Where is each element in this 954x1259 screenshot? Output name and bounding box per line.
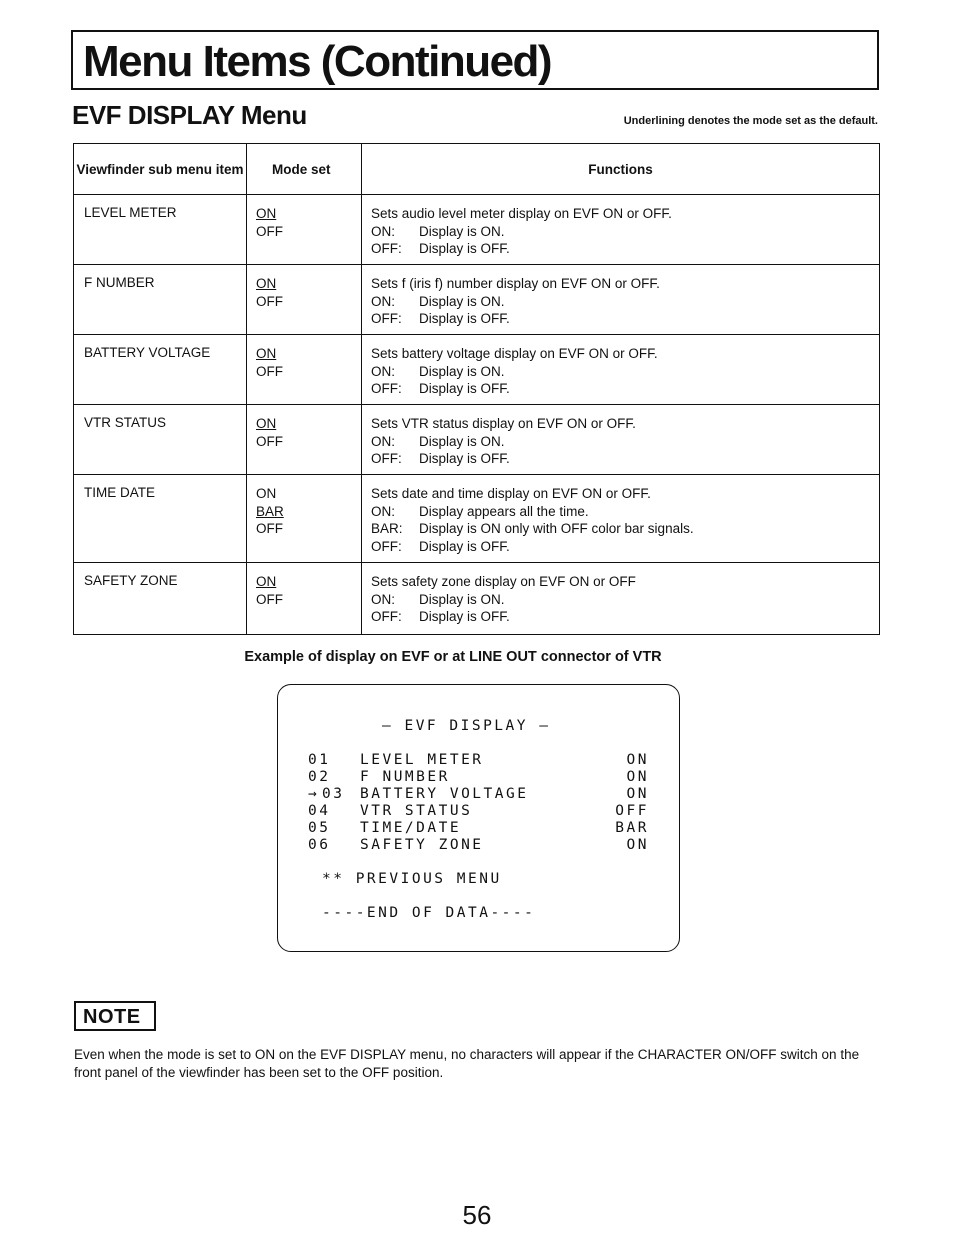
screen-row-value: ON <box>626 786 649 802</box>
function-line <box>371 520 879 538</box>
function-line <box>371 205 879 223</box>
screen-row-label: SAFETY ZONE <box>360 837 484 853</box>
function-line <box>371 608 879 626</box>
function-text: Sets audio level meter display on EVF ON or OFF. <box>371 206 672 221</box>
default-mode-option: BAR <box>256 503 284 519</box>
screen-row-label: BATTERY VOLTAGE <box>360 786 529 802</box>
table-row <box>74 265 880 335</box>
sub-menu-item: F NUMBER <box>74 265 247 335</box>
default-note: Underlining denotes the mode set as the default. <box>623 115 878 127</box>
default-mode-option: ON <box>256 574 277 589</box>
function-text: Display is OFF. <box>419 241 510 256</box>
function-line <box>371 240 879 258</box>
header-mode-set: Mode set <box>247 144 362 195</box>
function-text: Sets safety zone display on EVF ON or OFF <box>371 574 636 589</box>
screen-row-number: 04 <box>308 803 331 819</box>
sub-menu-item: LEVEL METER <box>74 195 247 265</box>
function-key: OFF: <box>371 381 402 396</box>
function-key: ON: <box>371 363 396 379</box>
function-line <box>371 450 879 468</box>
function-text: Display is OFF. <box>419 311 510 326</box>
function-key: BAR: <box>371 521 403 536</box>
table-header-row <box>74 144 880 195</box>
mode-set-cell <box>247 335 362 405</box>
sub-menu-item: BATTERY VOLTAGE <box>74 335 247 405</box>
note-badge <box>74 1001 156 1031</box>
functions-cell <box>362 195 880 265</box>
function-text: Display is OFF. <box>419 609 510 624</box>
screen-row-label: F NUMBER <box>360 769 450 785</box>
function-key: OFF: <box>371 451 402 466</box>
function-key: OFF: <box>371 311 402 326</box>
screen-heading: – EVF DISPLAY – <box>382 718 551 734</box>
function-line <box>371 363 879 381</box>
mode-option: ON <box>256 486 277 501</box>
sub-menu-item: TIME DATE <box>74 475 247 563</box>
sub-menu-item: SAFETY ZONE <box>74 563 247 635</box>
sub-menu-item: VTR STATUS <box>74 405 247 475</box>
screen-row-number: 02 <box>308 769 331 785</box>
screen-row-number: 05 <box>308 820 331 836</box>
function-text: Display is ON. <box>419 223 505 239</box>
function-key: OFF: <box>371 609 402 624</box>
default-mode-option: ON <box>256 346 277 361</box>
screen-row-number: 03 <box>322 786 345 802</box>
function-line <box>371 293 879 311</box>
section-title: EVF DISPLAY Menu <box>72 100 307 130</box>
function-key: ON: <box>371 433 396 449</box>
function-key: OFF: <box>371 241 402 256</box>
mode-option: OFF <box>256 591 283 607</box>
mode-option: OFF <box>256 293 283 309</box>
function-line <box>371 485 879 503</box>
table-row <box>74 563 880 635</box>
function-text: Display is OFF. <box>419 451 510 466</box>
screen-row-value: ON <box>626 752 649 768</box>
function-line <box>371 503 879 521</box>
mode-option: OFF <box>256 363 283 379</box>
function-line <box>371 380 879 398</box>
screen-row-value: ON <box>626 769 649 785</box>
evf-display-menu-table <box>73 143 880 635</box>
function-text: Sets VTR status display on EVF ON or OFF. <box>371 416 636 431</box>
screen-previous-menu: ** PREVIOUS MENU <box>322 871 502 887</box>
function-line <box>371 415 879 433</box>
page-title: Menu Items (Continued) <box>83 37 552 86</box>
header-sub-menu-item: Viewfinder sub menu item <box>74 144 247 195</box>
function-key: OFF: <box>371 538 402 554</box>
function-key: ON: <box>371 223 396 239</box>
function-text: Sets battery voltage display on EVF ON or OFF. <box>371 346 658 361</box>
table-body <box>74 195 880 635</box>
function-text: Sets f (iris f) number display on EVF ON or OFF. <box>371 276 660 291</box>
function-line <box>371 345 879 363</box>
function-text: Display is ON. <box>419 433 505 449</box>
mode-option: OFF <box>256 521 283 536</box>
mode-option: OFF <box>256 223 283 239</box>
function-line <box>371 433 879 451</box>
function-text: Display is ON only with OFF color bar signals. <box>419 521 694 536</box>
screen-end-of-data: ----END OF DATA---- <box>322 905 536 921</box>
function-text: Display is OFF. <box>419 381 510 396</box>
page-number: 56 <box>462 1200 492 1230</box>
mode-set-cell <box>247 405 362 475</box>
function-line <box>371 591 879 609</box>
function-line <box>371 275 879 293</box>
header-functions: Functions <box>362 144 880 195</box>
screen-row-value: BAR <box>615 820 649 836</box>
screen-row-label: VTR STATUS <box>360 803 473 819</box>
functions-cell <box>362 405 880 475</box>
mode-set-cell <box>247 475 362 563</box>
function-text: Display is ON. <box>419 363 505 379</box>
function-text: Sets date and time display on EVF ON or OFF. <box>371 486 651 501</box>
screen-row-value: OFF <box>615 803 649 819</box>
functions-cell <box>362 335 880 405</box>
function-line <box>371 310 879 328</box>
function-key: ON: <box>371 503 396 519</box>
function-line <box>371 573 879 591</box>
function-text: Display is OFF. <box>419 538 510 554</box>
mode-option: OFF <box>256 433 283 449</box>
function-text: Display is ON. <box>419 591 505 607</box>
function-text: Display appears all the time. <box>419 503 589 519</box>
mode-set-cell <box>247 563 362 635</box>
function-line <box>371 223 879 241</box>
example-caption: Example of display on EVF or at LINE OUT connector of VTR <box>244 649 662 665</box>
default-mode-option: ON <box>256 416 277 431</box>
note-label: NOTE <box>83 1006 141 1028</box>
table-row <box>74 335 880 405</box>
screen-row-label: LEVEL METER <box>360 752 484 768</box>
table-row <box>74 475 880 563</box>
function-key: ON: <box>371 293 396 309</box>
function-text: Display is ON. <box>419 293 505 309</box>
screen-row-number: 01 <box>308 752 331 768</box>
screen-row-label: TIME/DATE <box>360 820 462 836</box>
function-line <box>371 538 879 556</box>
screen-row-value: ON <box>626 837 649 853</box>
default-mode-option: ON <box>256 276 277 291</box>
function-key: ON: <box>371 591 396 607</box>
page-title-box <box>71 30 879 90</box>
mode-set-cell <box>247 265 362 335</box>
table-row <box>74 405 880 475</box>
note-text: Even when the mode is set to ON on the EVF DISPLAY menu, no characters will appear if the CHARACTER ON/OFF switch on the front panel of the viewfinder has been set to the OFF position. <box>74 1047 860 1080</box>
screen-cursor-arrow-icon: → <box>308 786 320 802</box>
functions-cell <box>362 563 880 635</box>
table-row <box>74 195 880 265</box>
functions-cell <box>362 475 880 563</box>
screen-row-number: 06 <box>308 837 331 853</box>
functions-cell <box>362 265 880 335</box>
default-mode-option: ON <box>256 206 277 221</box>
mode-set-cell <box>247 195 362 265</box>
evf-screen-example <box>277 684 680 952</box>
